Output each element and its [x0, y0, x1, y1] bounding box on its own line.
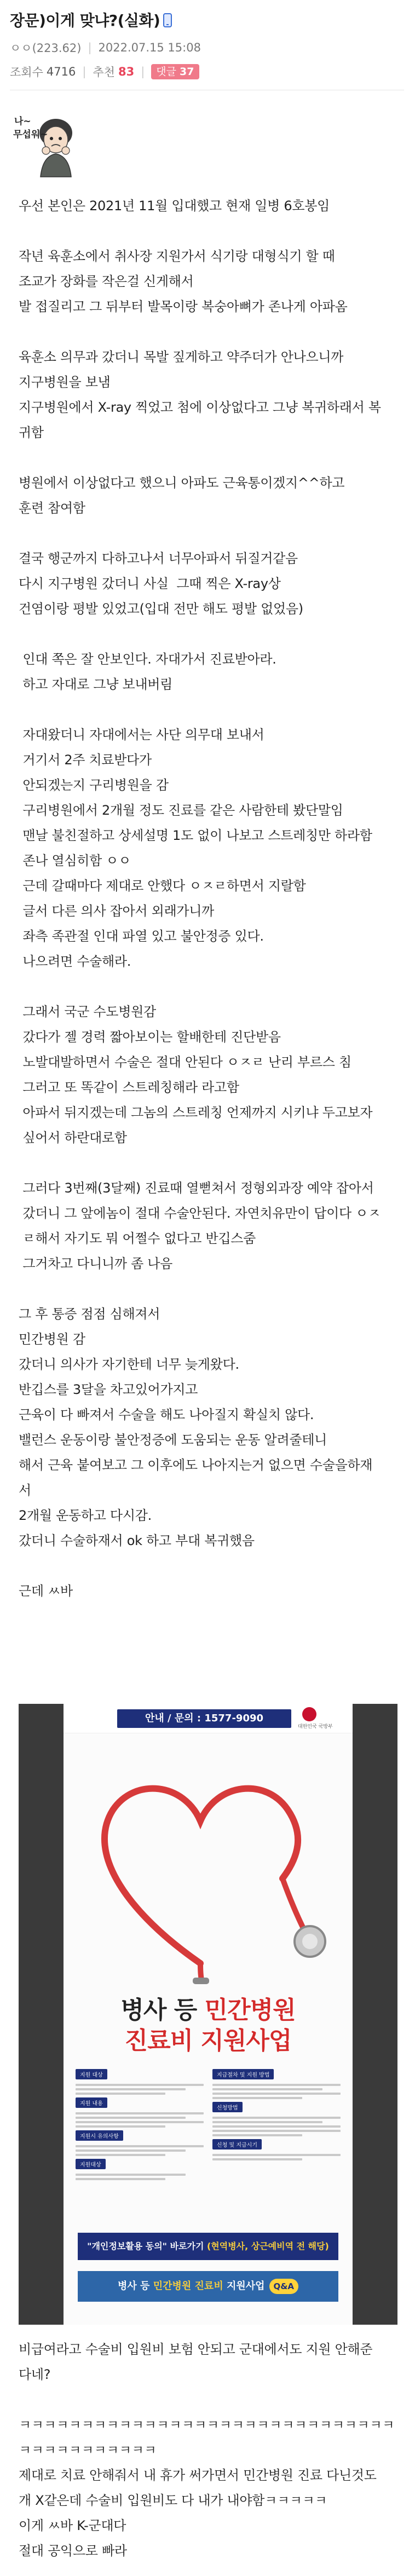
post-date: 2022.07.15 15:08	[98, 41, 201, 54]
body-text-line: 근데 갈때마다 제대로 안했다 ㅇㅈㄹ하면서 지랄함	[19, 878, 306, 894]
poster-title-line2: 진료비 지원사업	[124, 2027, 292, 2055]
body-text-line: 지구병원에서 X-ray 찍었고 첨에 이상없다고 그냥 복귀하래서 복	[19, 400, 381, 415]
body-text-line: 안되겠는지 구리병원을 감	[19, 777, 169, 793]
poster-title-prefix: 병사 등	[120, 1996, 205, 2024]
body-text-line: 나으려면 수술해라.	[19, 954, 131, 969]
body-text-line: 거기서 2주 치료받다가	[19, 752, 152, 768]
poster-top-bar	[64, 1704, 353, 1733]
body-text-line: 이게 ㅆ바 K-군대다	[19, 2518, 126, 2533]
post-body-part2	[19, 2337, 402, 2563]
body-text-line: 노발대발하면서 수술은 절대 안된다 ㅇㅈㄹ 난리 부르스 침	[19, 1054, 351, 1070]
ministry-emblem-icon	[302, 1707, 316, 1721]
body-text-line: 서	[19, 1483, 31, 1498]
qa-label-highlight: 민간병원 진료비	[153, 2280, 223, 2292]
body-text-line: 근데 ㅆ바	[19, 1583, 73, 1599]
body-text-line: 하고 자대로 그냥 보내버림	[19, 677, 173, 692]
recommend-count: 83	[118, 65, 135, 78]
ministry-label: 대한민국 국방부	[298, 1724, 333, 1730]
sticker-caption-line2: 무섭워~	[13, 129, 48, 140]
paragraph	[19, 647, 402, 697]
post-header	[0, 0, 415, 90]
body-text-line: 절대 공익으로 빠라	[19, 2543, 127, 2558]
body-text-line: 병원에서 이상없다고 했으니 아파도 근육통이겠지^^하고	[19, 475, 345, 491]
body-text-line: 아파서 뒤지겠는데 그놈의 스트레칭 언제까지 시키냐 두고보자	[19, 1105, 373, 1120]
paragraph	[19, 1175, 402, 1276]
author-name[interactable]: ㅇㅇ(223.62)	[10, 42, 82, 55]
heart-stethoscope-illustration	[64, 1733, 353, 1991]
body-text-line: 좌측 족관절 인대 파열 있고 불안정증 있다.	[19, 929, 264, 944]
body-text-line: 건염이랑 평발 있었고(입대 전만 해도 평발 없었음)	[19, 601, 303, 616]
body-text-line: 자대왔더니 자대에서는 사단 의무대 보내서	[19, 727, 264, 742]
body-text-line: 그거차고 다니니까 좀 나음	[19, 1256, 173, 1271]
views-label: 조회수	[10, 66, 43, 79]
body-text-line: 인대 쪽은 잘 안보인다. 자대가서 진료받아라.	[19, 652, 276, 667]
body-text-line: ㅋㅋㅋㅋㅋㅋㅋㅋㅋㅋㅋ	[19, 2442, 157, 2458]
post-stats	[10, 64, 404, 80]
character-sticker	[12, 111, 82, 181]
info-heading: 지원 내용	[76, 2097, 107, 2108]
post-meta	[10, 39, 404, 56]
body-text-line: 그러고 또 똑같이 스트레칭해라 라고함	[19, 1080, 239, 1095]
meta-separator: |	[88, 41, 92, 54]
body-text-line: 싶어서 하란대로함	[19, 1130, 127, 1145]
body-text-line: 갔다가 젤 경력 짧아보이는 할배한테 진단받음	[19, 1029, 281, 1045]
post-title	[10, 10, 404, 32]
info-heading: 지원 대상	[76, 2069, 107, 2079]
comment-count-badge[interactable]	[151, 64, 199, 79]
body-text-line: 갔더니 그 앞에놈이 절대 수술안된다. 자연치유만이 답이다 ㅇㅈ	[19, 1206, 381, 1221]
body-text-line: 그래서 국군 수도병원감	[19, 1004, 156, 1019]
body-text-line: 발 접질리고 그 뒤부터 발목이랑 복숭아뼈가 존나게 아파옴	[19, 299, 348, 314]
body-text-line: 해서 근육 붙여보고 그 이후에도 나아지는거 없으면 수술을하재	[19, 1457, 373, 1473]
body-text-line: 밸런스 운동이랑 불안정증에 도움되는 운동 알려줄테니	[19, 1432, 327, 1448]
body-text-line: 작년 육훈소에서 취사장 지원가서 식기랑 대형식기 할 때	[19, 249, 335, 264]
body-text-line: ㅋㅋㅋㅋㅋㅋㅋㅋㅋㅋㅋㅋㅋㅋㅋㅋㅋㅋㅋㅋㅋㅋㅋㅋㅋㅋㅋㅋㅋㅋ	[19, 2417, 395, 2433]
recommend-label: 추천	[93, 66, 115, 79]
stats-separator: |	[82, 65, 87, 78]
paragraph	[19, 1578, 402, 1604]
info-heading: 지원대상	[76, 2159, 106, 2169]
post-body-part1	[19, 193, 402, 1604]
mobile-phone-icon	[163, 13, 172, 27]
poster-info-section	[76, 2068, 341, 2222]
body-text-line: 맨날 불친절하고 상세설명 1도 없이 나보고 스트레칭만 하라함	[19, 828, 372, 843]
info-heading: 지급절차 및 지원 방법	[212, 2069, 274, 2079]
body-text-line: 결국 행군까지 다하고나서 너무아파서 뒤질거같음	[19, 551, 298, 566]
body-text-line: 민간병원 감	[19, 1332, 85, 1347]
paragraph	[19, 546, 402, 621]
body-text-line: 비급여라고 수술비 입원비 보험 안되고 군대에서도 지원 안해준	[19, 2342, 373, 2357]
body-text-line: 다네?	[19, 2367, 51, 2382]
qa-label-prefix: 병사 등	[118, 2280, 153, 2292]
poster-info-right	[212, 2068, 341, 2163]
poster-contact: 안내 / 문의 : 1577-9090	[117, 1709, 291, 1728]
body-text-line: 근육이 다 빠져서 수술을 해도 나아질지 확실치 않다.	[19, 1407, 314, 1422]
body-text-line: 글서 다른 의사 잡아서 외래가니까	[19, 903, 215, 919]
views-count: 4716	[46, 65, 76, 78]
comment-label: 댓글	[156, 66, 176, 78]
poster-title-highlight: 민간병원	[204, 1996, 296, 2024]
info-heading: 신청 및 지급시기	[212, 2139, 262, 2149]
body-text-line: 갔더니 의사가 자기한테 너무 늦게왔다.	[19, 1357, 239, 1372]
body-text-line: 다시 지구병원 갔더니 사실 그때 찍은 X-ray상	[19, 576, 281, 591]
body-text-line: 지구병원을 보냄	[19, 374, 111, 390]
stats-separator: |	[141, 65, 145, 78]
paragraph	[19, 244, 402, 319]
body-text-line: 갔더니 수술하재서 ok 하고 부대 복귀했음	[19, 1533, 255, 1548]
body-text-line: 육훈소 의무과 갔더니 목발 짚게하고 약주더가 안나으니까	[19, 349, 344, 365]
support-program-poster	[19, 1704, 397, 2325]
body-text-line: 구리병원에서 2개월 정도 진료를 같은 사람한테 봤단말임	[19, 803, 343, 818]
body-text-line: 귀함	[19, 425, 44, 440]
paragraph	[19, 2337, 402, 2387]
privacy-consent-highlight: (현역병사, 상근예비역 전 해당)	[206, 2241, 329, 2251]
body-text-line: ㄹ해서 자기도 뭐 어쩔수 없다고 반깁스줌	[19, 1231, 256, 1246]
privacy-consent-label: "개인정보활용 동의" 바로가기	[87, 2241, 207, 2251]
paragraph	[19, 193, 402, 218]
info-heading: 신청방법	[212, 2102, 243, 2112]
info-heading: 지원시 유의사항	[76, 2130, 123, 2141]
sticker-caption-line1: 나~	[14, 116, 31, 127]
body-text-line: 조교가 장화를 작은걸 신게해서	[19, 274, 194, 289]
body-text-line: 제대로 치료 안해줘서 내 휴가 써가면서 민간병원 진료 다닌것도	[19, 2468, 377, 2483]
body-text-line: 훈련 참여함	[19, 500, 85, 516]
body-text-line: 존나 열심히함 ㅇㅇ	[19, 853, 131, 868]
privacy-consent-link-button[interactable]	[78, 2233, 338, 2260]
comment-count: 37	[180, 66, 194, 78]
body-text-line: 반깁스를 3달을 차고있어가지고	[19, 1382, 198, 1397]
paragraph	[19, 1301, 402, 1553]
support-program-qa-button[interactable]	[78, 2271, 338, 2302]
poster-info-left	[76, 2068, 204, 2182]
body-text-line: 그러다 3번째(3달째) 진료때 열뻗쳐서 정형외과장 예약 잡아서	[19, 1180, 374, 1196]
paragraph	[19, 344, 402, 445]
paragraph	[19, 999, 402, 1150]
poster-sheet	[64, 1704, 353, 2325]
views-stat	[10, 64, 76, 80]
body-text-line: 그 후 통증 점점 심해져서	[19, 1306, 160, 1322]
qa-label-suffix: 지원사업	[223, 2280, 265, 2292]
poster-title	[64, 1995, 353, 2056]
paragraph	[19, 470, 402, 521]
body-text-line: 2개월 운동하고 다시감.	[19, 1508, 152, 1523]
post-title-text: 장문)이게 맞냐?(실화)	[10, 11, 160, 30]
paragraph	[19, 2412, 402, 2563]
paragraph	[19, 722, 402, 974]
qa-badge: Q&A	[269, 2279, 298, 2294]
body-text-line: 우선 본인은 2021년 11월 입대했고 현재 일병 6호봉임	[19, 198, 330, 214]
recommend-stat	[93, 64, 134, 80]
body-text-line: 개 X같은데 수술비 입원비도 다 내가 내야함ㅋㅋㅋㅋㅋ	[19, 2493, 327, 2508]
